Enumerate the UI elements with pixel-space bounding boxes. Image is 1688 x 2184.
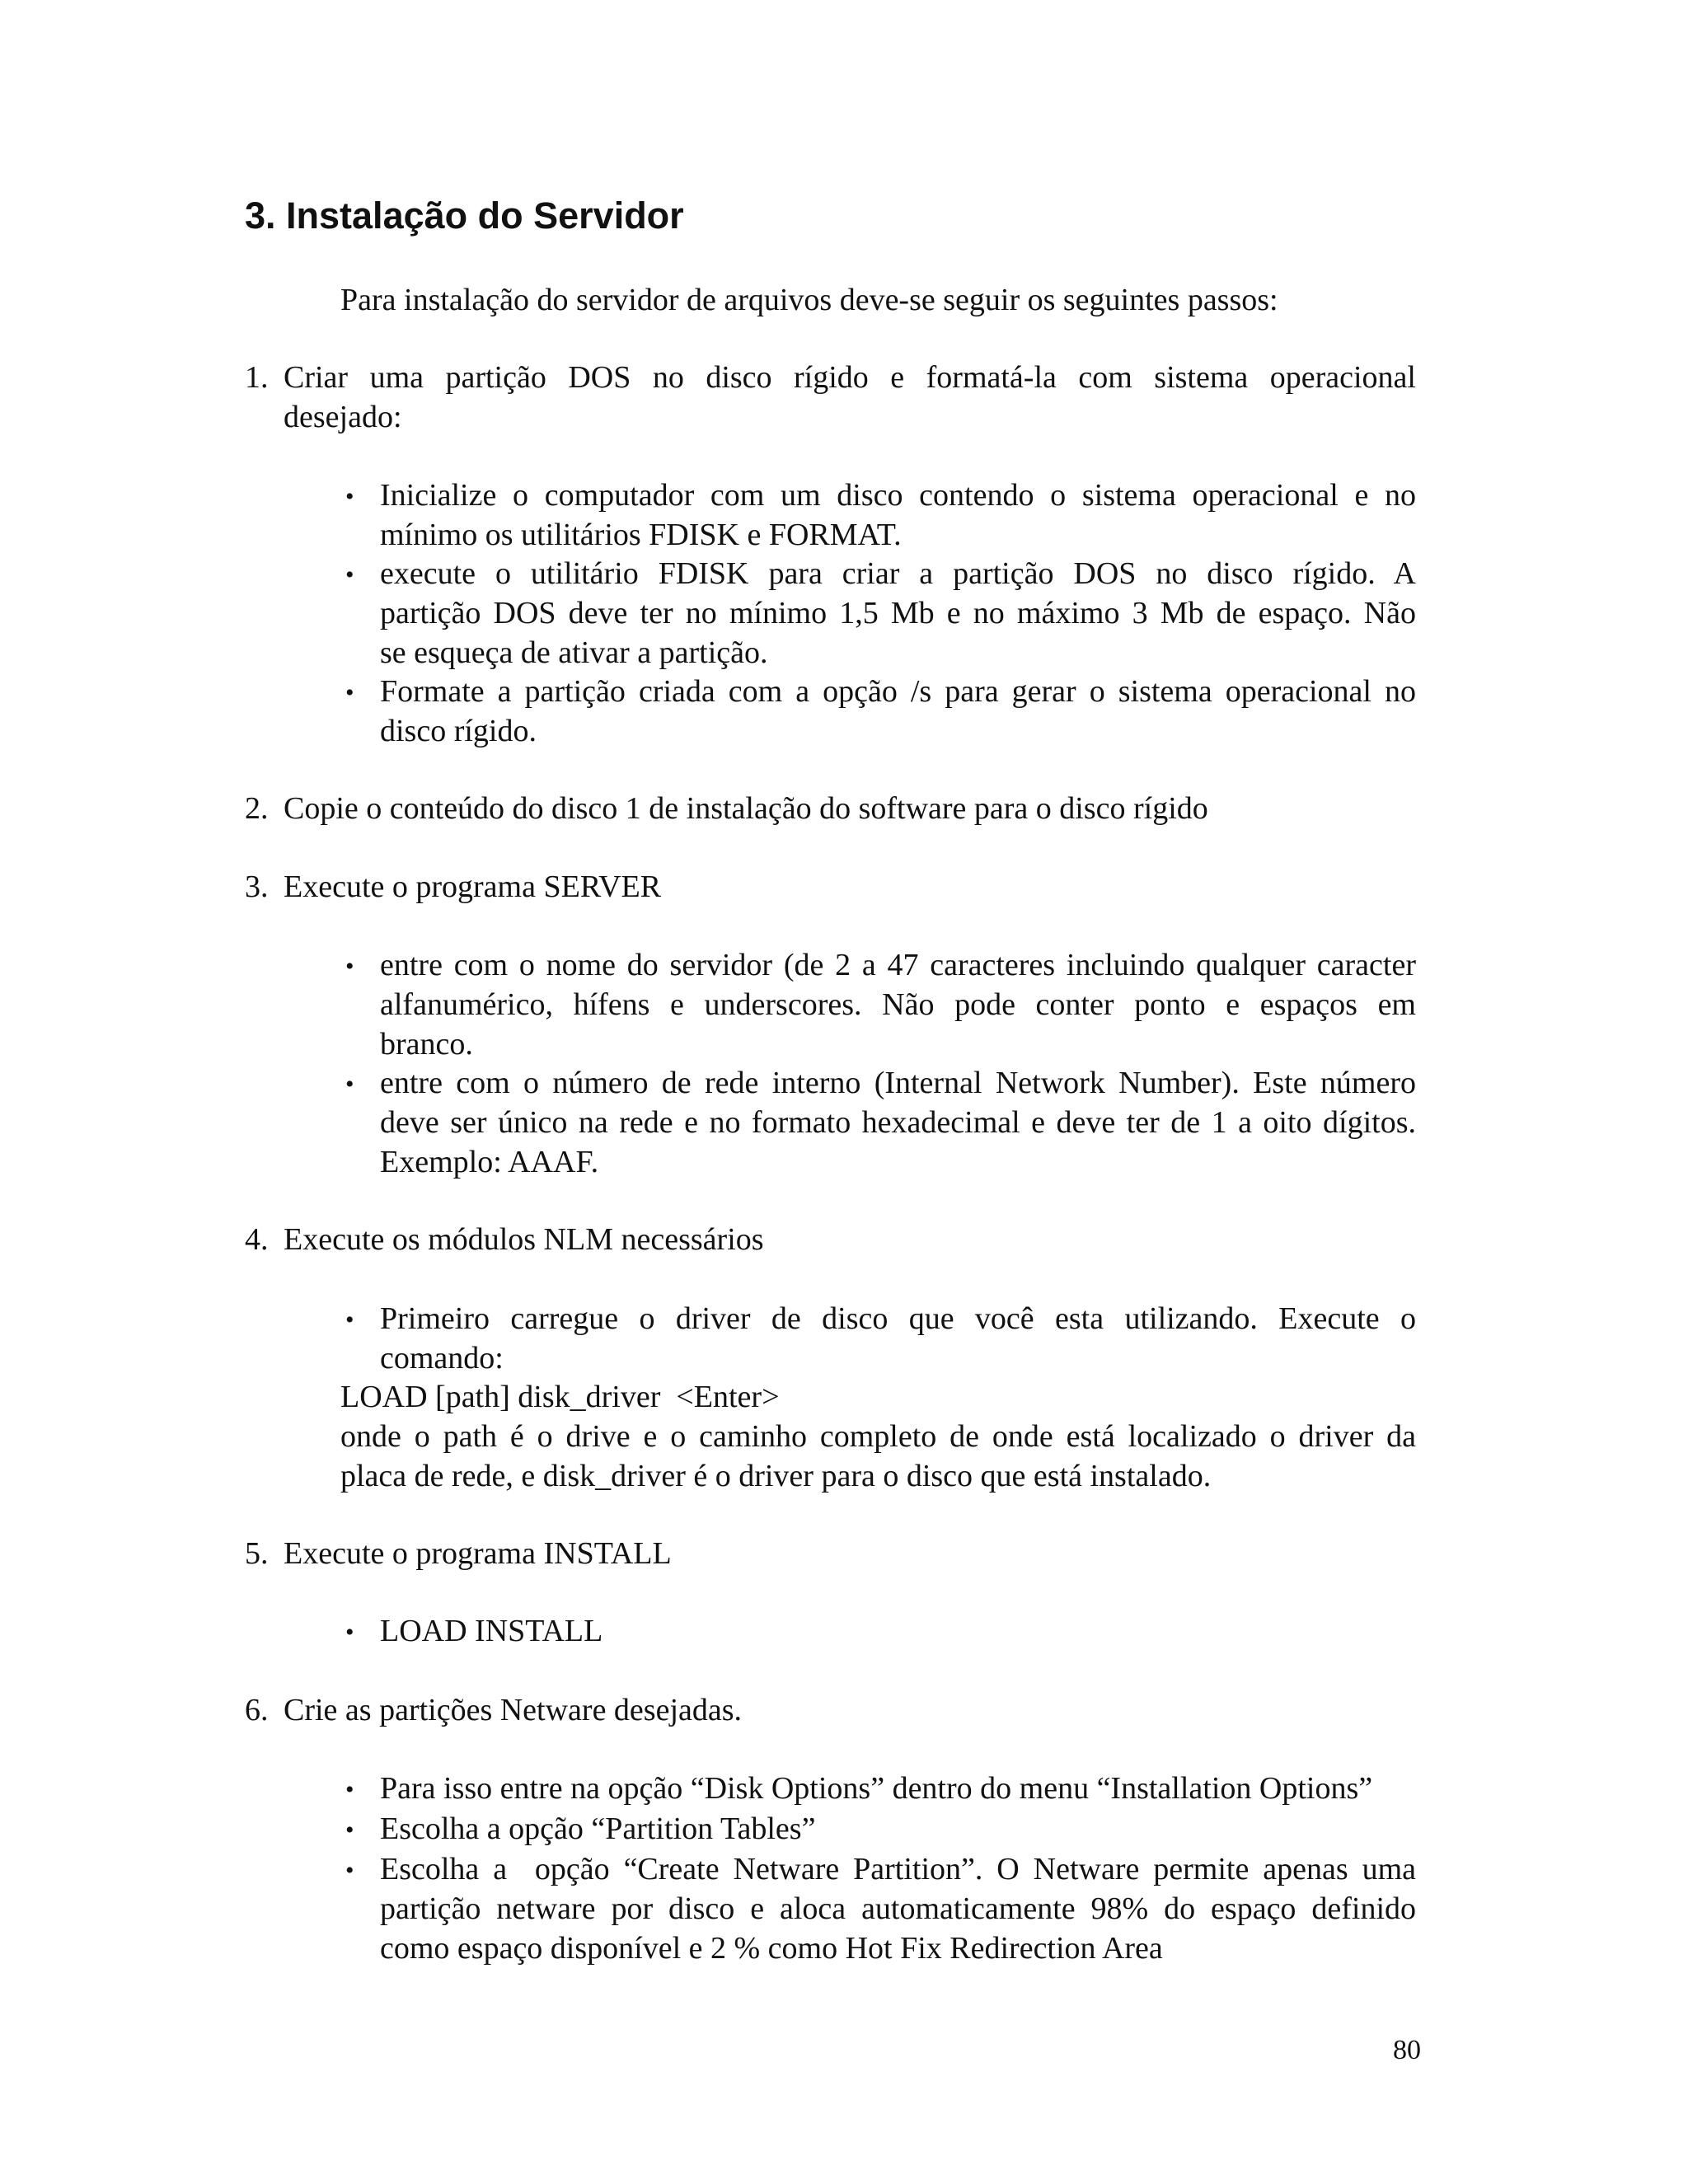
- step-4-bullet-1-line-1: Primeiro carregue o driver de disco que você esta utilizando. Execute o: [380, 1301, 1416, 1336]
- step-1-bullet-2-line-1: execute o utilitário FDISK para criar a partição DOS no disco rígido. A: [380, 556, 1416, 591]
- section-title: 3. Instalação do Servidor: [245, 194, 684, 237]
- step-5-number: 5.: [245, 1536, 269, 1571]
- step-1-number: 1.: [245, 360, 269, 395]
- step-4-note-line-1: onde o path é o drive e o caminho completo de onde está localizado o driver da: [340, 1419, 1416, 1454]
- step-1-bullet-3-line-2: disco rígido.: [380, 714, 537, 748]
- step-3-line-1: Execute o programa SERVER: [284, 869, 662, 904]
- step-6-number: 6.: [245, 1693, 269, 1727]
- step-3-bullet-2-line-2: deve ser único na rede e no formato hexadecimal e deve ter de 1 a oito dígitos.: [380, 1105, 1416, 1140]
- step-3-bullet-1-line-1: entre com o nome do servidor (de 2 a 47 caracteres incluindo qualquer caracter: [380, 948, 1416, 982]
- step-5-line-1: Execute o programa INSTALL: [284, 1536, 672, 1571]
- bullet-marker: [345, 947, 354, 987]
- step-1-bullet-2-line-2: partição DOS deve ter no mínimo 1,5 Mb e no máximo 3 Mb de espaço. Não: [380, 596, 1416, 630]
- step-6-bullet-1-line-1: Para isso entre na opção “Disk Options” dentro do menu “Installation Options”: [380, 1771, 1373, 1806]
- page-number: 80: [1393, 2035, 1421, 2065]
- step-1-line-1: Criar uma partição DOS no disco rígido e formatá-la com sistema operacional: [284, 360, 1416, 395]
- step-2-number: 2.: [245, 791, 269, 826]
- step-1-bullet-2-line-3: se esqueça de ativar a partição.: [380, 635, 768, 670]
- bullet-marker: [345, 1770, 354, 1810]
- load-command: LOAD [path] disk_driver <Enter>: [340, 1380, 780, 1414]
- step-3-bullet-1-line-2: alfanumérico, hífens e underscores. Não pode conter ponto e espaços em: [380, 987, 1416, 1022]
- step-6-bullet-3-line-3: como espaço disponível e 2 % como Hot Fix Redirection Area: [380, 1931, 1163, 1966]
- step-3-bullet-2-line-3: Exemplo: AAAF.: [380, 1145, 599, 1179]
- bullet-marker: [345, 1851, 354, 1891]
- bullet-marker: [345, 1811, 354, 1850]
- step-1-bullet-1-line-1: Inicialize o computador com um disco contendo o sistema operacional e no: [380, 478, 1416, 513]
- step-3-bullet-1-line-3: branco.: [380, 1027, 473, 1062]
- step-4-note-line-2: placa de rede, e disk_driver é o driver para o disco que está instalado.: [340, 1459, 1212, 1493]
- step-6-bullet-3-line-2: partição netware por disco e aloca automaticamente 98% do espaço definido: [380, 1891, 1416, 1926]
- intro-paragraph: Para instalação do servidor de arquivos deve-se seguir os seguintes passos:: [340, 283, 1278, 317]
- step-2-line-1: Copie o conteúdo do disco 1 de instalação do software para o disco rígido: [284, 791, 1208, 826]
- step-6-bullet-2-line-1: Escolha a opção “Partition Tables”: [380, 1811, 816, 1846]
- step-5-bullet-1-line-1: LOAD INSTALL: [380, 1614, 603, 1648]
- bullet-marker: [345, 1065, 354, 1104]
- step-4-line-1: Execute os módulos NLM necessários: [284, 1222, 764, 1257]
- step-4-number: 4.: [245, 1222, 269, 1257]
- bullet-marker: [345, 477, 354, 517]
- step-3-bullet-2-line-1: entre com o número de rede interno (Internal Network Number). Este número: [380, 1066, 1416, 1100]
- step-6-line-1: Crie as partições Netware desejadas.: [284, 1693, 743, 1727]
- step-1-bullet-3-line-1: Formate a partição criada com a opção /s para gerar o sistema operacional no: [380, 674, 1416, 709]
- step-4-bullet-1-line-2: comando:: [380, 1341, 504, 1376]
- step-6-bullet-3-line-1: Escolha a opção “Create Netware Partition”. O Netware permite apenas uma: [380, 1852, 1416, 1886]
- bullet-marker: [345, 1613, 354, 1652]
- bullet-marker: [345, 555, 354, 595]
- bullet-marker: [345, 1301, 354, 1340]
- step-1-line-2: desejado:: [284, 400, 402, 434]
- step-3-number: 3.: [245, 869, 269, 904]
- step-1-bullet-1-line-2: mínimo os utilitários FDISK e FORMAT.: [380, 518, 902, 552]
- bullet-marker: [345, 673, 354, 713]
